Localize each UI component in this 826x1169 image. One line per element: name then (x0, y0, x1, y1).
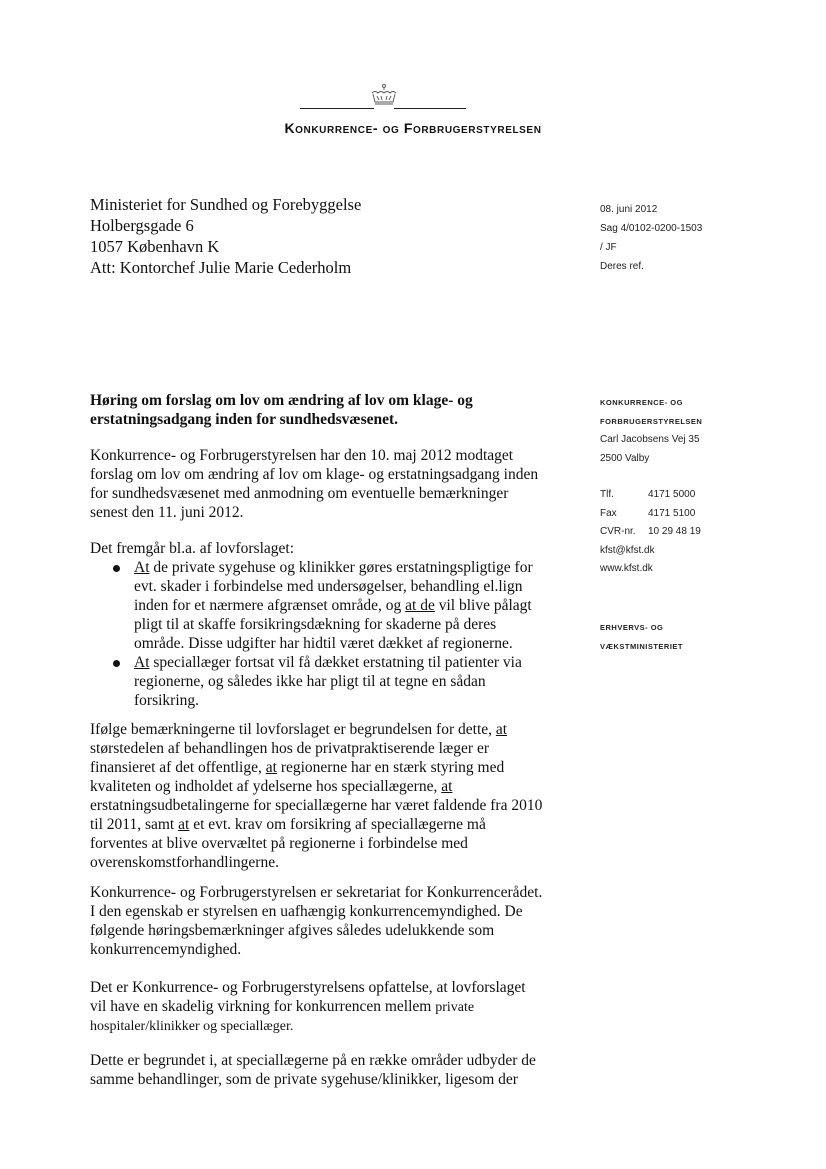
letter-subject (90, 391, 473, 429)
recipient-line: Ministeriet for Sundhed og Forebyggelse (90, 195, 362, 214)
underlined-word: at (178, 816, 190, 833)
paragraph-1 (90, 446, 538, 522)
ministry-line: ERHVERVS- OG (600, 623, 664, 632)
paragraph-line: samme behandlinger, som de private sygehuse/klinikker, ligesom der (90, 1071, 518, 1088)
underlined-word: at de (405, 597, 435, 614)
agency-title: Konkurrence- og Forbrugerstyrelsen (284, 120, 542, 136)
fax-row (600, 505, 702, 524)
paragraph-text: et evt. krav om forsikring af speciallægerne må (189, 816, 486, 833)
bullet-item (90, 653, 533, 710)
ministry-line: VÆKSTMINISTERIET (600, 642, 684, 651)
bullet-text: regionerne, og således ikke har pligt til at tegne en sådan (134, 673, 486, 690)
letter-date: 08. juni 2012 (600, 204, 658, 215)
paragraph-text: finansieret af det offentlige, (90, 759, 266, 776)
ministry-block (600, 618, 683, 656)
paragraph-4 (90, 883, 542, 959)
bullet-dot-icon (113, 565, 120, 572)
recipient-line: Holbergsgade 6 (90, 216, 194, 235)
paragraph-text: til 2011, samt (90, 816, 179, 833)
paragraph-line: Dette er begrundet i, at speciallægerne på en række områder udbyder de (90, 1052, 536, 1069)
underlined-word: at (441, 778, 453, 795)
fax-label: Fax (600, 507, 617, 519)
paragraph-line: følgende høringsbemærkninger afgives således udelukkende som (90, 922, 495, 939)
underlined-word: at (265, 759, 277, 776)
logo-rule-left (300, 108, 374, 109)
sender-street: Carl Jacobsens Vej 35 (600, 434, 700, 445)
recipient-line: Att: Kontorchef Julie Marie Cederholm (90, 258, 352, 277)
bullet-text: forsikring. (134, 692, 200, 709)
paragraph-line: Det er Konkurrence- og Forbrugerstyrelsens opfattelse, at lovforslaget (90, 979, 526, 996)
your-reference: Deres ref. (600, 261, 644, 272)
sender-website: www.kfst.dk (600, 563, 653, 574)
paragraph-text: vil have en skadelig virkning for konkurrencen mellem (90, 998, 436, 1015)
sender-city: 2500 Valby (600, 452, 650, 464)
bullet-dot-icon (113, 660, 120, 667)
underlined-word: At (134, 559, 150, 576)
phone-value: 4171 5000 (648, 489, 696, 500)
bullet-text: pligt til at skaffe forsikringsdækning for skaderne på deres (134, 616, 497, 633)
sender-block (600, 394, 702, 579)
underlined-word: at (495, 721, 508, 738)
recipient-address (90, 194, 361, 278)
letter-meta (600, 200, 702, 276)
paragraph-line: Konkurrence- og Forbrugerstyrelsen har den 10. maj 2012 modtaget (90, 447, 514, 464)
crown-logo-icon (367, 83, 401, 109)
paragraph-line: hospitaler/klinikker og speciallæger. (90, 1019, 294, 1034)
bullet-text: speciallæger fortsat vil få dækket erstatning til patienter via (149, 654, 522, 671)
subject-line: Høring om forslag om lov om ændring af lov om klage- og (90, 392, 473, 409)
paragraph-line: erstatningsudbetalingerne for speciallægerne har været faldende fra 2010 (90, 797, 543, 814)
case-initials: / JF (600, 242, 617, 253)
paragraph-2 (90, 539, 294, 558)
paragraph-text: Ifølge bemærkningerne til lovforslaget er begrundelsen for dette, (90, 721, 496, 738)
sender-org-line: KONKURRENCE- OG (600, 398, 683, 407)
paragraph-line: for sundhedsvæsenet med anmodning om eventuelle bemærkninger (90, 485, 509, 502)
paragraph-text: kvaliteten og indholdet af ydelserne hos speciallægerne, (90, 778, 442, 795)
paragraph-5 (90, 978, 526, 1036)
bullet-item (90, 558, 533, 653)
phone-row (600, 486, 702, 505)
paragraph-line: størstedelen af behandlingen hos de privatpraktiserende læger er (90, 740, 489, 757)
paragraph-line: Det fremgår bl.a. af lovforslaget: (90, 540, 294, 557)
sender-org-line: FORBRUGERSTYRELSEN (600, 416, 703, 426)
paragraph-line: overenskomstforhandlingerne. (90, 854, 279, 871)
paragraph-line: I den egenskab er styrelsen en uafhængig konkurrencemyndighed. De (90, 903, 523, 920)
cvr-row (600, 523, 702, 542)
bullet-text: vil blive pålagt (434, 597, 532, 614)
sender-email: kfst@kfst.dk (600, 544, 655, 556)
bullet-text: område. Disse udgifter har hidtil været dækket af regionerne. (134, 635, 513, 652)
bullet-text: inden for et nærmere afgrænset område, og (134, 597, 406, 614)
paragraph-text: regionerne har en stærk styring med (276, 759, 505, 776)
paragraph-text: private (435, 1000, 475, 1015)
phone-label: Tlf. (600, 489, 614, 500)
case-number: Sag 4/0102-0200-1503 (600, 223, 703, 234)
paragraph-line: forventes at blive overvæltet på regionerne i forbindelse med (90, 835, 468, 852)
recipient-line: 1057 København K (90, 237, 220, 256)
paragraph-line: konkurrencemyndighed. (90, 941, 242, 958)
fax-value: 4171 5100 (648, 507, 696, 519)
cvr-label: CVR-nr. (600, 526, 636, 537)
paragraph-line: senest den 11. juni 2012. (90, 504, 244, 521)
paragraph-line: Konkurrence- og Forbrugerstyrelsen er sekretariat for Konkurrencerådet. (90, 884, 543, 901)
paragraph-line: forslag om lov om ændring af lov om klage- og erstatningsadgang inden (90, 466, 539, 483)
subject-line: erstatningsadgang inden for sundhedsvæsenet. (90, 411, 399, 428)
logo-rule-right (394, 108, 466, 109)
paragraph-3 (90, 720, 542, 872)
cvr-value: 10 29 48 19 (648, 526, 701, 537)
paragraph-6 (90, 1051, 536, 1089)
bullet-list (90, 558, 533, 710)
bullet-text: de private sygehuse og klinikker gøres erstatningspligtige for (149, 559, 533, 576)
underlined-word: At (134, 654, 150, 671)
bullet-text: evt. skader i forbindelse med undersøgelser, behandling el.lign (134, 578, 523, 595)
